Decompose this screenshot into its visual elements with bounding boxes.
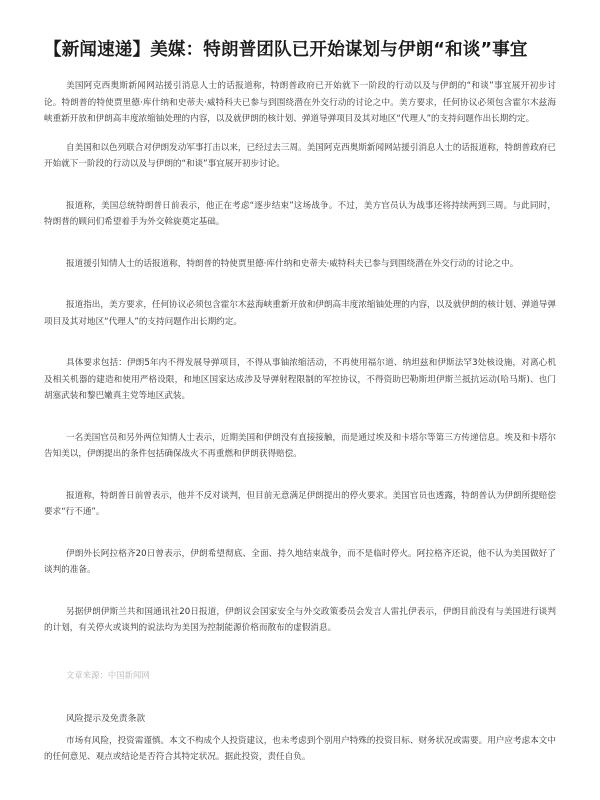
article-paragraph: 报道称，美国总统特朗普日前表示，他正在考虑“逐步结束”这场战争。不过，美方官员认为战事还将持续两到三周。与此同时，特朗普的顾问们希望着手为外交斡旋奠定基础。 [44, 200, 556, 227]
article-body [44, 78, 556, 637]
article-paragraph: 美国阿克西奥斯新闻网站援引消息人士的话报道称，特朗普政府已开始就下一阶段的行动以及与伊朗的“和谈”事宜展开初步讨论。特朗普的特使贾里德·库什纳和史蒂夫·威特科夫已参与到围绕潜在外交行动的讨论之中。美方要求，任何协议必须包含霍尔木兹海峡重新开放和伊朗高丰度浓缩铀处理的内容，以及就伊朗的核计划、弹道导弹项目及其对地区“代理人”的支持问题作出长期约定。 [44, 81, 556, 124]
disclaimer-text: 市场有风险，投资需谨慎。本文不构成个人投资建议，也未考虑到个别用户特殊的投资目标、财务状况或需要。用户应考虑本文中的任何意见、观点或结论是否符合其特定状况。据此投资，责任自负。 [44, 735, 556, 762]
article-paragraph: 另据伊朗伊斯兰共和国通讯社20日报道，伊朗议会国家安全与外交政策委员会发言人雷扎伊表示，伊朗目前没有与美国进行谈判的计划，有关停火或谈判的说法均为美国为控制能源价格而散布的虚假消息。 [44, 606, 556, 633]
article-paragraph: 自美国和以色列联合对伊朗发动军事打击以来，已经过去三周。美国阿克西奥斯新闻网站援引消息人士的话报道称，特朗普政府已开始就下一阶段的行动以及与伊朗的“和谈”事宜展开初步讨论。 [44, 142, 556, 169]
article-source: 文章来源：中国新闻网 [66, 669, 150, 680]
article-paragraph: 报道援引知情人士的话报道称，特朗普的特使贾里德·库什纳和史蒂夫·威特科夫已参与到围绕潜在外交行动的讨论之中。 [66, 258, 519, 269]
article-paragraph: 伊朗外长阿拉格齐20日曾表示，伊朗希望彻底、全面、持久地结束战争，而不是临时停火。阿拉格齐还说，他不认为美国做好了谈判的准备。 [44, 548, 556, 575]
article-paragraph: 报道称，特朗普日前曾表示，他并不反对谈判，但目前无意满足伊朗提出的停火要求。美国官员也透露，特朗普认为伊朗所提赔偿要求“行不通”。 [44, 490, 556, 517]
article-paragraph: 具体要求包括：伊朗5年内不得发展导弹项目，不得从事铀浓缩活动，不再使用福尔道、纳坦兹和伊斯法罕3处核设施，对离心机及相关机器的建造和使用严格设限，和地区国家达成涉及导弹射程限制的军控协议，不得资助巴勒斯坦伊斯兰抵抗运动(哈马斯)、也门胡塞武装和黎巴嫩真主党等地区武装。 [44, 358, 556, 401]
article-title: 【新闻速递】美媒：特朗普团队已开始谋划与伊朗“和谈”事宜 [44, 40, 528, 60]
article-paragraph: 一名美国官员和另外两位知情人士表示，近期美国和伊朗没有直接接触，而是通过埃及和卡塔尔等第三方传递信息。埃及和卡塔尔告知美以，伊朗提出的条件包括确保战火不再重燃和伊朗获得赔偿。 [44, 432, 556, 459]
article-paragraph: 报道指出，美方要求，任何协议必须包含霍尔木兹海峡重新开放和伊朗高丰度浓缩铀处理的内容，以及就伊朗的核计划、弹道导弹项目及其对地区“代理人”的支持问题作出长期约定。 [44, 300, 556, 327]
disclaimer-heading: 风险提示及免责条款 [66, 713, 146, 724]
